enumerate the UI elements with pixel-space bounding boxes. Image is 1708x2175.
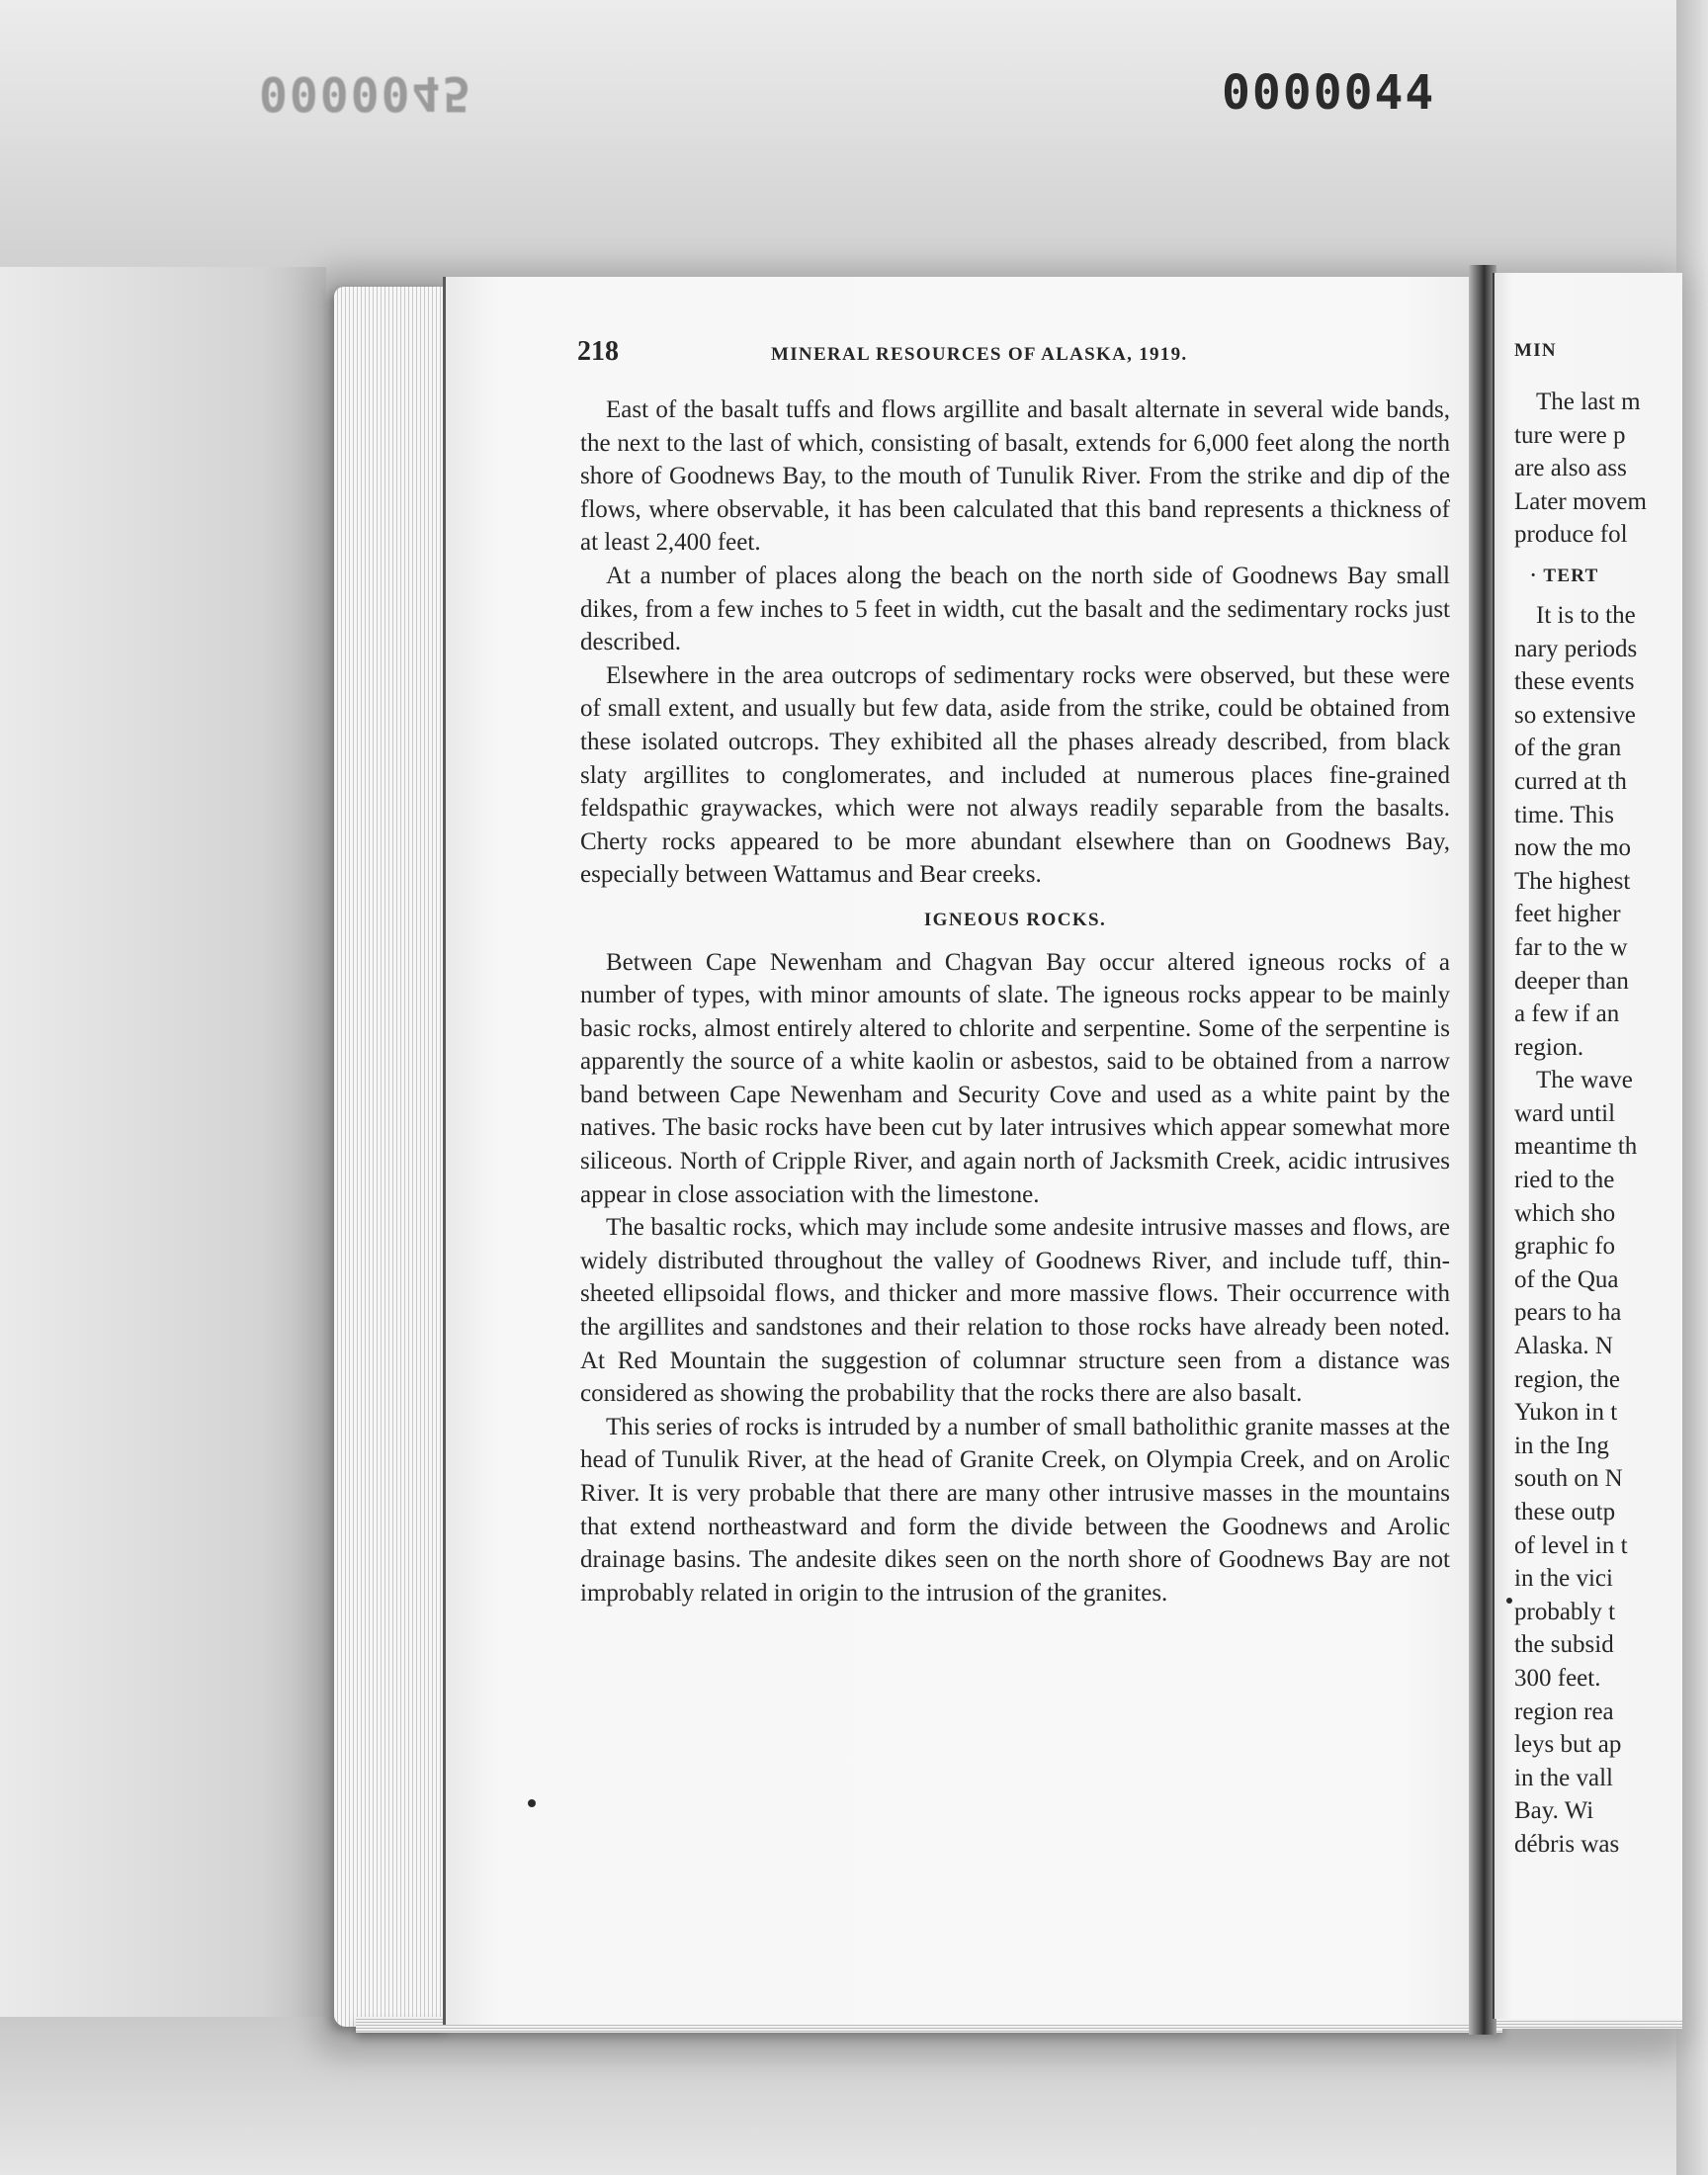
right-line: Alaska. N bbox=[1514, 1333, 1613, 1360]
right-line: curred at th bbox=[1514, 767, 1627, 795]
right-line: these outp bbox=[1514, 1499, 1616, 1525]
right-line: meantime th bbox=[1514, 1133, 1638, 1161]
paragraph: This series of rocks is intruded by a number of small batholithic granite masses at the head of Tunulik River, at the head of Granite Creek, on Olympia Creek, and on Arolic River. It is very probable that there are many other intrusive masses in the mountains that extend northeastward and form the divide between the Goodnews and Arolic drainage basins. The andesite dikes seen on the north shore of Goodnews Bay are not improbably related in origin to the intrusion of the granites. bbox=[580, 1413, 1450, 1607]
right-line: south on N bbox=[1514, 1465, 1623, 1493]
right-line: The highest bbox=[1514, 867, 1631, 895]
right-line: produce fol bbox=[1514, 521, 1628, 549]
ink-blot bbox=[1506, 1598, 1512, 1604]
right-line: now the mo bbox=[1514, 834, 1632, 862]
right-line: The wave bbox=[1536, 1067, 1633, 1094]
right-line: in the vall bbox=[1514, 1764, 1613, 1791]
scan-background-left bbox=[0, 267, 326, 2046]
page-stack-edge bbox=[334, 287, 449, 2027]
right-line: which sho bbox=[1514, 1199, 1616, 1227]
paragraph: Elsewhere in the area outcrops of sedimentary rocks were observed, but these were of small extent, and usually but few data, aside from the strike, could be obtained from these isolated outcrops. They exhibited all the phases already described, from black slaty argillites to conglomerates, and included at numerous places fine-grained feldspathic graywackes, which were not always readily separable from the basalts. Cherty rocks appeared to be more abundant elsewhere than on Goodnews Bay, especially between Wattamus and Bear creeks. bbox=[580, 661, 1450, 889]
right-subheading: · TERT bbox=[1530, 565, 1599, 586]
right-line: It is to the bbox=[1536, 601, 1636, 629]
right-line: 300 feet. bbox=[1514, 1664, 1601, 1692]
right-line: nary periods bbox=[1514, 635, 1638, 662]
paragraph: At a number of places along the beach on the north side of Goodnews Bay small dikes, from a few inches to 5 feet in width, cut the basalt and the sedimentary rocks just described. bbox=[580, 562, 1450, 656]
paragraph: Between Cape Newenham and Chagvan Bay occur altered igneous rocks of a number of types, with minor amounts of slate. The igneous rocks appear to be mainly basic rocks, almost entirely altered to chlorite and serpentine. Some of the serpentine is apparently the source of a white kaolin or asbestos, said to be obtained from a narrow band between Cape Newenham and Security Cove and used as a white paint by the natives. The basic rocks have been cut by later intrusives which appear somewhat more siliceous. North of Cripple River, and again north of Jacksmith Creek, acidic intrusives appear in close association with the limestone. bbox=[580, 948, 1450, 1208]
scan-background-top bbox=[0, 0, 1708, 287]
right-line: the subsid bbox=[1514, 1631, 1614, 1659]
right-line: of the Qua bbox=[1514, 1265, 1619, 1293]
right-line: probably t bbox=[1514, 1598, 1616, 1625]
right-line: in the vici bbox=[1514, 1565, 1613, 1593]
right-line: are also ass bbox=[1514, 455, 1627, 482]
right-line: Bay. Wi bbox=[1514, 1797, 1594, 1825]
right-line: in the Ing bbox=[1514, 1432, 1609, 1459]
paragraph: The basaltic rocks, which may include some andesite intrusive masses and flows, are widely distributed throughout the valley of Goodnews River, and include tuff, thin-sheeted ellipsoidal flows, and thicker and more massive flows. Their occurrence with the argillites and sandstones and their relation to those rocks have already been noted. At Red Mountain the suggestion of columnar structure seen from a distance was considered as showing the probability that the rocks there are also basalt. bbox=[580, 1214, 1450, 1408]
right-page-text bbox=[1514, 336, 1708, 1862]
right-line: ried to the bbox=[1514, 1167, 1615, 1194]
right-line: a few if an bbox=[1514, 1000, 1620, 1028]
scan-number: 0000044 bbox=[1222, 65, 1436, 121]
right-running-head: MIN bbox=[1514, 340, 1557, 361]
right-line: of the gran bbox=[1514, 735, 1622, 762]
right-line: region, the bbox=[1514, 1365, 1620, 1393]
right-line: these events bbox=[1514, 668, 1635, 696]
right-line: débris was bbox=[1514, 1830, 1620, 1858]
right-line: region. bbox=[1514, 1033, 1584, 1061]
right-line: of level in t bbox=[1514, 1531, 1628, 1559]
right-line: Yukon in t bbox=[1514, 1399, 1618, 1427]
page-number: 218 bbox=[577, 336, 619, 367]
paragraph: East of the basalt tuffs and flows argillite and basalt alternate in several wide bands, the next to the last of which, consisting of basalt, extends for 6,000 feet along the north shore of Goodnews Bay, to the mouth of Tunulik River. From the strike and dip of the flows, where observable, it has been calculated that this band represents a thickness of at least 2,400 feet. bbox=[580, 396, 1450, 557]
section-heading: IGNEOUS ROCKS. bbox=[923, 909, 1107, 930]
right-line: deeper than bbox=[1514, 967, 1629, 995]
right-line: leys but ap bbox=[1514, 1731, 1622, 1759]
right-line: The last m bbox=[1536, 389, 1641, 415]
right-line: ward until bbox=[1514, 1099, 1616, 1127]
right-line: far to the w bbox=[1514, 933, 1628, 961]
ink-blot bbox=[528, 1799, 536, 1807]
left-page-header bbox=[577, 336, 1447, 376]
right-line: ture were p bbox=[1514, 421, 1626, 449]
right-line: feet higher bbox=[1514, 901, 1621, 928]
right-line: time. This bbox=[1514, 801, 1614, 828]
right-line: Later movem bbox=[1514, 487, 1647, 515]
running-head: MINERAL RESOURCES OF ALASKA, 1919. bbox=[771, 344, 1188, 365]
mirrored-scan-number: 0000045 bbox=[259, 65, 473, 121]
right-line: graphic fo bbox=[1514, 1233, 1616, 1261]
left-page-text bbox=[580, 393, 1450, 1610]
right-line: region rea bbox=[1514, 1697, 1614, 1725]
right-line: pears to ha bbox=[1514, 1299, 1622, 1327]
right-line: so extensive bbox=[1514, 701, 1636, 729]
